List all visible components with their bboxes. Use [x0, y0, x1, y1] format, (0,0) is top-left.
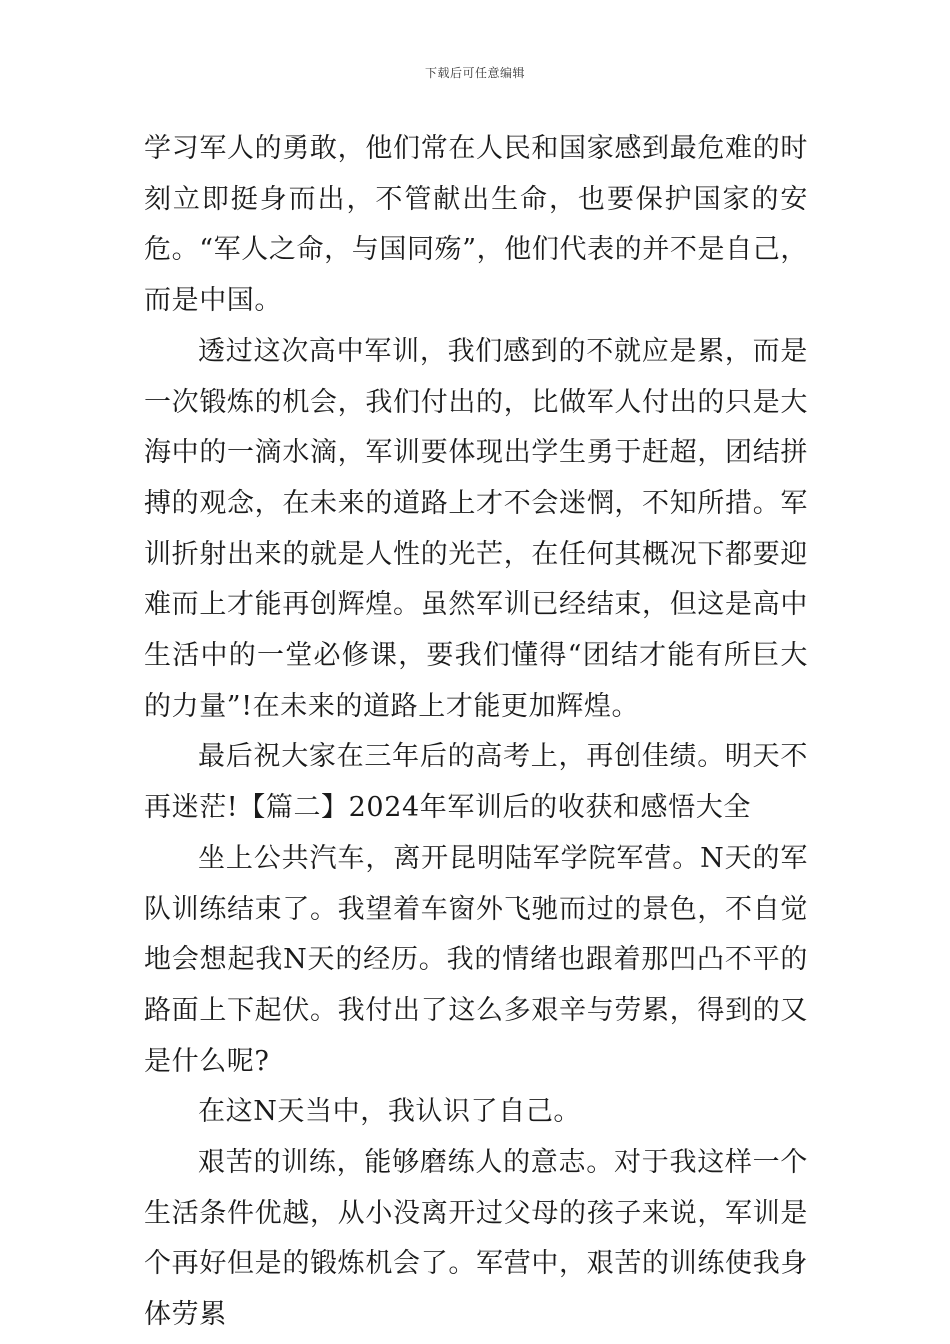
paragraph: 透过这次高中军训，我们感到的不就应是累，而是一次锻炼的机会，我们付出的，比做军人付出的只是大海中的一滴水滴，军训要体现出学生勇于赶超，团结拼搏的观念，在未来的道路上才不会迷惘，不知所措。军训折射出来的就是人性的光芒，在任何其概况下都要迎难而上才能再创辉煌。虽然军训已经结束，但这是高中生活中的一堂必修课，要我们懂得“团结才能有所巨大的力量”!在未来的道路上才能更加辉煌。	[144, 335, 808, 722]
paragraph: 最后祝大家在三年后的高考上，再创佳绩。明天不再迷茫!【篇二】2024年军训后的收获和感悟大全	[144, 741, 808, 824]
paragraph: 在这N天当中，我认识了自己。	[198, 1096, 582, 1128]
header-note: 下载后可任意编辑	[424, 66, 525, 80]
paragraph: 学习军人的勇敢，他们常在人民和国家感到最危难的时刻立即挺身而出，不管献出生命，也要保护国家的安危。“军人之命，与国同殇”，他们代表的并不是自己，而是中国。	[144, 133, 808, 317]
document-body	[144, 124, 808, 1341]
paragraph: 艰苦的训练，能够磨练人的意志。对于我这样一个生活条件优越，从小没离开过父母的孩子来说，军训是个再好但是的锻炼机会了。军营中，艰苦的训练使我身体劳累	[144, 1147, 808, 1331]
paragraph: 坐上公共汽车，离开昆明陆军学院军营。N天的军队训练结束了。我望着车窗外飞驰而过的景色，不自觉地会想起我N天的经历。我的情绪也跟着那凹凸不平的路面上下起伏。我付出了这么多艰辛与劳累，得到的又是什么呢?	[144, 842, 808, 1077]
